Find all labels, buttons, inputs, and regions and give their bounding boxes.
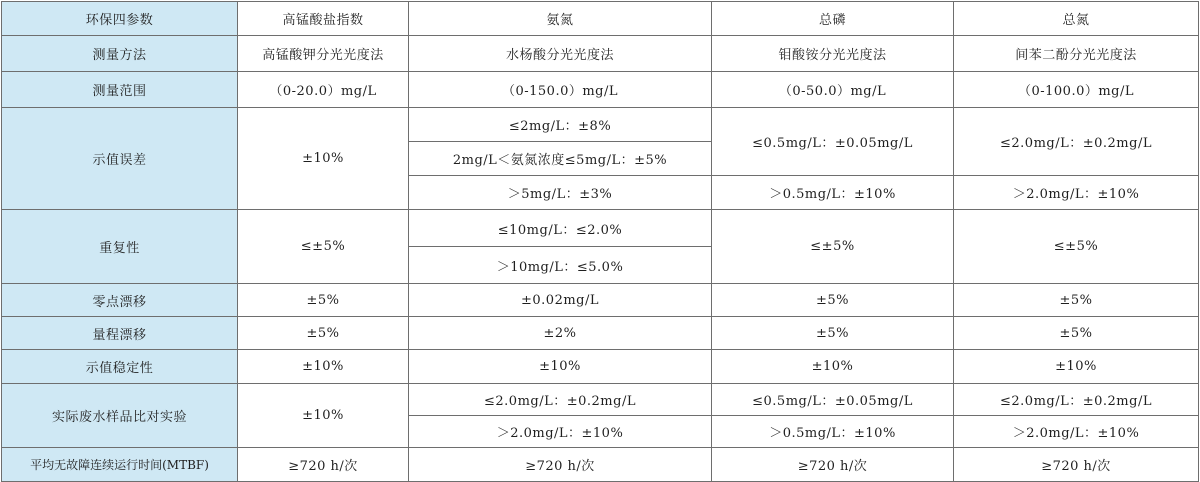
table-cell: ±5%	[954, 284, 1199, 317]
row-repeat	[2, 210, 1199, 247]
row-label: 重复性	[2, 210, 238, 284]
table-cell: ±5%	[238, 317, 409, 350]
row-method	[2, 36, 1199, 72]
table-cell: （0-20.0）mg/L	[238, 72, 409, 108]
table-cell: ≥720 h/次	[409, 448, 712, 482]
table-cell: ±10%	[409, 350, 712, 384]
table-cell: ≤10mg/L：≤2.0%	[409, 210, 712, 247]
table-cell: ≤2.0mg/L：±0.2mg/L	[954, 384, 1199, 416]
table-cell: ≤2.0mg/L：±0.2mg/L	[954, 108, 1199, 176]
header-row	[2, 2, 1199, 36]
table-cell: ＞5mg/L：±3%	[409, 176, 712, 210]
row-span-drift	[2, 317, 1199, 350]
table-cell: ＞2.0mg/L：±10%	[954, 176, 1199, 210]
table-cell: ≤0.5mg/L：±0.05mg/L	[712, 384, 954, 416]
row-mtbf	[2, 448, 1199, 482]
table-cell: ±10%	[954, 350, 1199, 384]
table-cell: ±2%	[409, 317, 712, 350]
row-comparison	[2, 384, 1199, 416]
table-cell: 高锰酸钾分光光度法	[238, 36, 409, 72]
row-range	[2, 72, 1199, 108]
header-param-cell: 环保四参数	[2, 2, 238, 36]
table-cell: ＞2.0mg/L：±10%	[409, 416, 712, 448]
table-cell: ±5%	[238, 284, 409, 317]
table-cell: ≤±5%	[238, 210, 409, 284]
table-cell: ±10%	[238, 108, 409, 210]
table-cell: ±5%	[712, 284, 954, 317]
row-label: 示值误差	[2, 108, 238, 210]
table-cell: ±5%	[954, 317, 1199, 350]
table-cell: ±5%	[712, 317, 954, 350]
table-cell: 水杨酸分光光度法	[409, 36, 712, 72]
header-permanganate: 高锰酸盐指数	[238, 2, 409, 36]
table-cell: （0-50.0）mg/L	[712, 72, 954, 108]
table-cell: ≤±5%	[954, 210, 1199, 284]
table-cell: ＞2.0mg/L：±10%	[954, 416, 1199, 448]
table-cell: ≤2.0mg/L：±0.2mg/L	[409, 384, 712, 416]
table-cell: 间苯二酚分光光度法	[954, 36, 1199, 72]
row-label: 量程漂移	[2, 317, 238, 350]
table-cell: 钼酸铵分光光度法	[712, 36, 954, 72]
row-label: 测量范围	[2, 72, 238, 108]
row-label: 平均无故障连续运行时间(MTBF)	[2, 448, 238, 482]
spec-table	[1, 1, 1199, 482]
table-cell: （0-100.0）mg/L	[954, 72, 1199, 108]
header-ammonia: 氨氮	[409, 2, 712, 36]
table-cell: （0-150.0）mg/L	[409, 72, 712, 108]
row-label: 实际废水样品比对实验	[2, 384, 238, 448]
table-cell: ＞0.5mg/L：±10%	[712, 176, 954, 210]
header-total-nitrogen: 总氮	[954, 2, 1199, 36]
table-cell: ≤0.5mg/L：±0.05mg/L	[712, 108, 954, 176]
table-cell: ＞0.5mg/L：±10%	[712, 416, 954, 448]
row-label: 测量方法	[2, 36, 238, 72]
table-cell: ≥720 h/次	[238, 448, 409, 482]
table-cell: ≥720 h/次	[712, 448, 954, 482]
header-total-phosphorus: 总磷	[712, 2, 954, 36]
row-label: 示值稳定性	[2, 350, 238, 384]
table-cell: ≤±5%	[712, 210, 954, 284]
row-stability	[2, 350, 1199, 384]
table-cell: ≤2mg/L：±8%	[409, 108, 712, 142]
row-error	[2, 108, 1199, 142]
table-cell: 2mg/L＜氨氮浓度≤5mg/L：±5%	[409, 142, 712, 176]
table-cell: ≥720 h/次	[954, 448, 1199, 482]
table-cell: ±0.02mg/L	[409, 284, 712, 317]
table-cell: ±10%	[238, 384, 409, 448]
table-cell: ±10%	[238, 350, 409, 384]
table-cell: ±10%	[712, 350, 954, 384]
row-zero-drift	[2, 284, 1199, 317]
table-cell: ＞10mg/L：≤5.0%	[409, 247, 712, 284]
row-label: 零点漂移	[2, 284, 238, 317]
